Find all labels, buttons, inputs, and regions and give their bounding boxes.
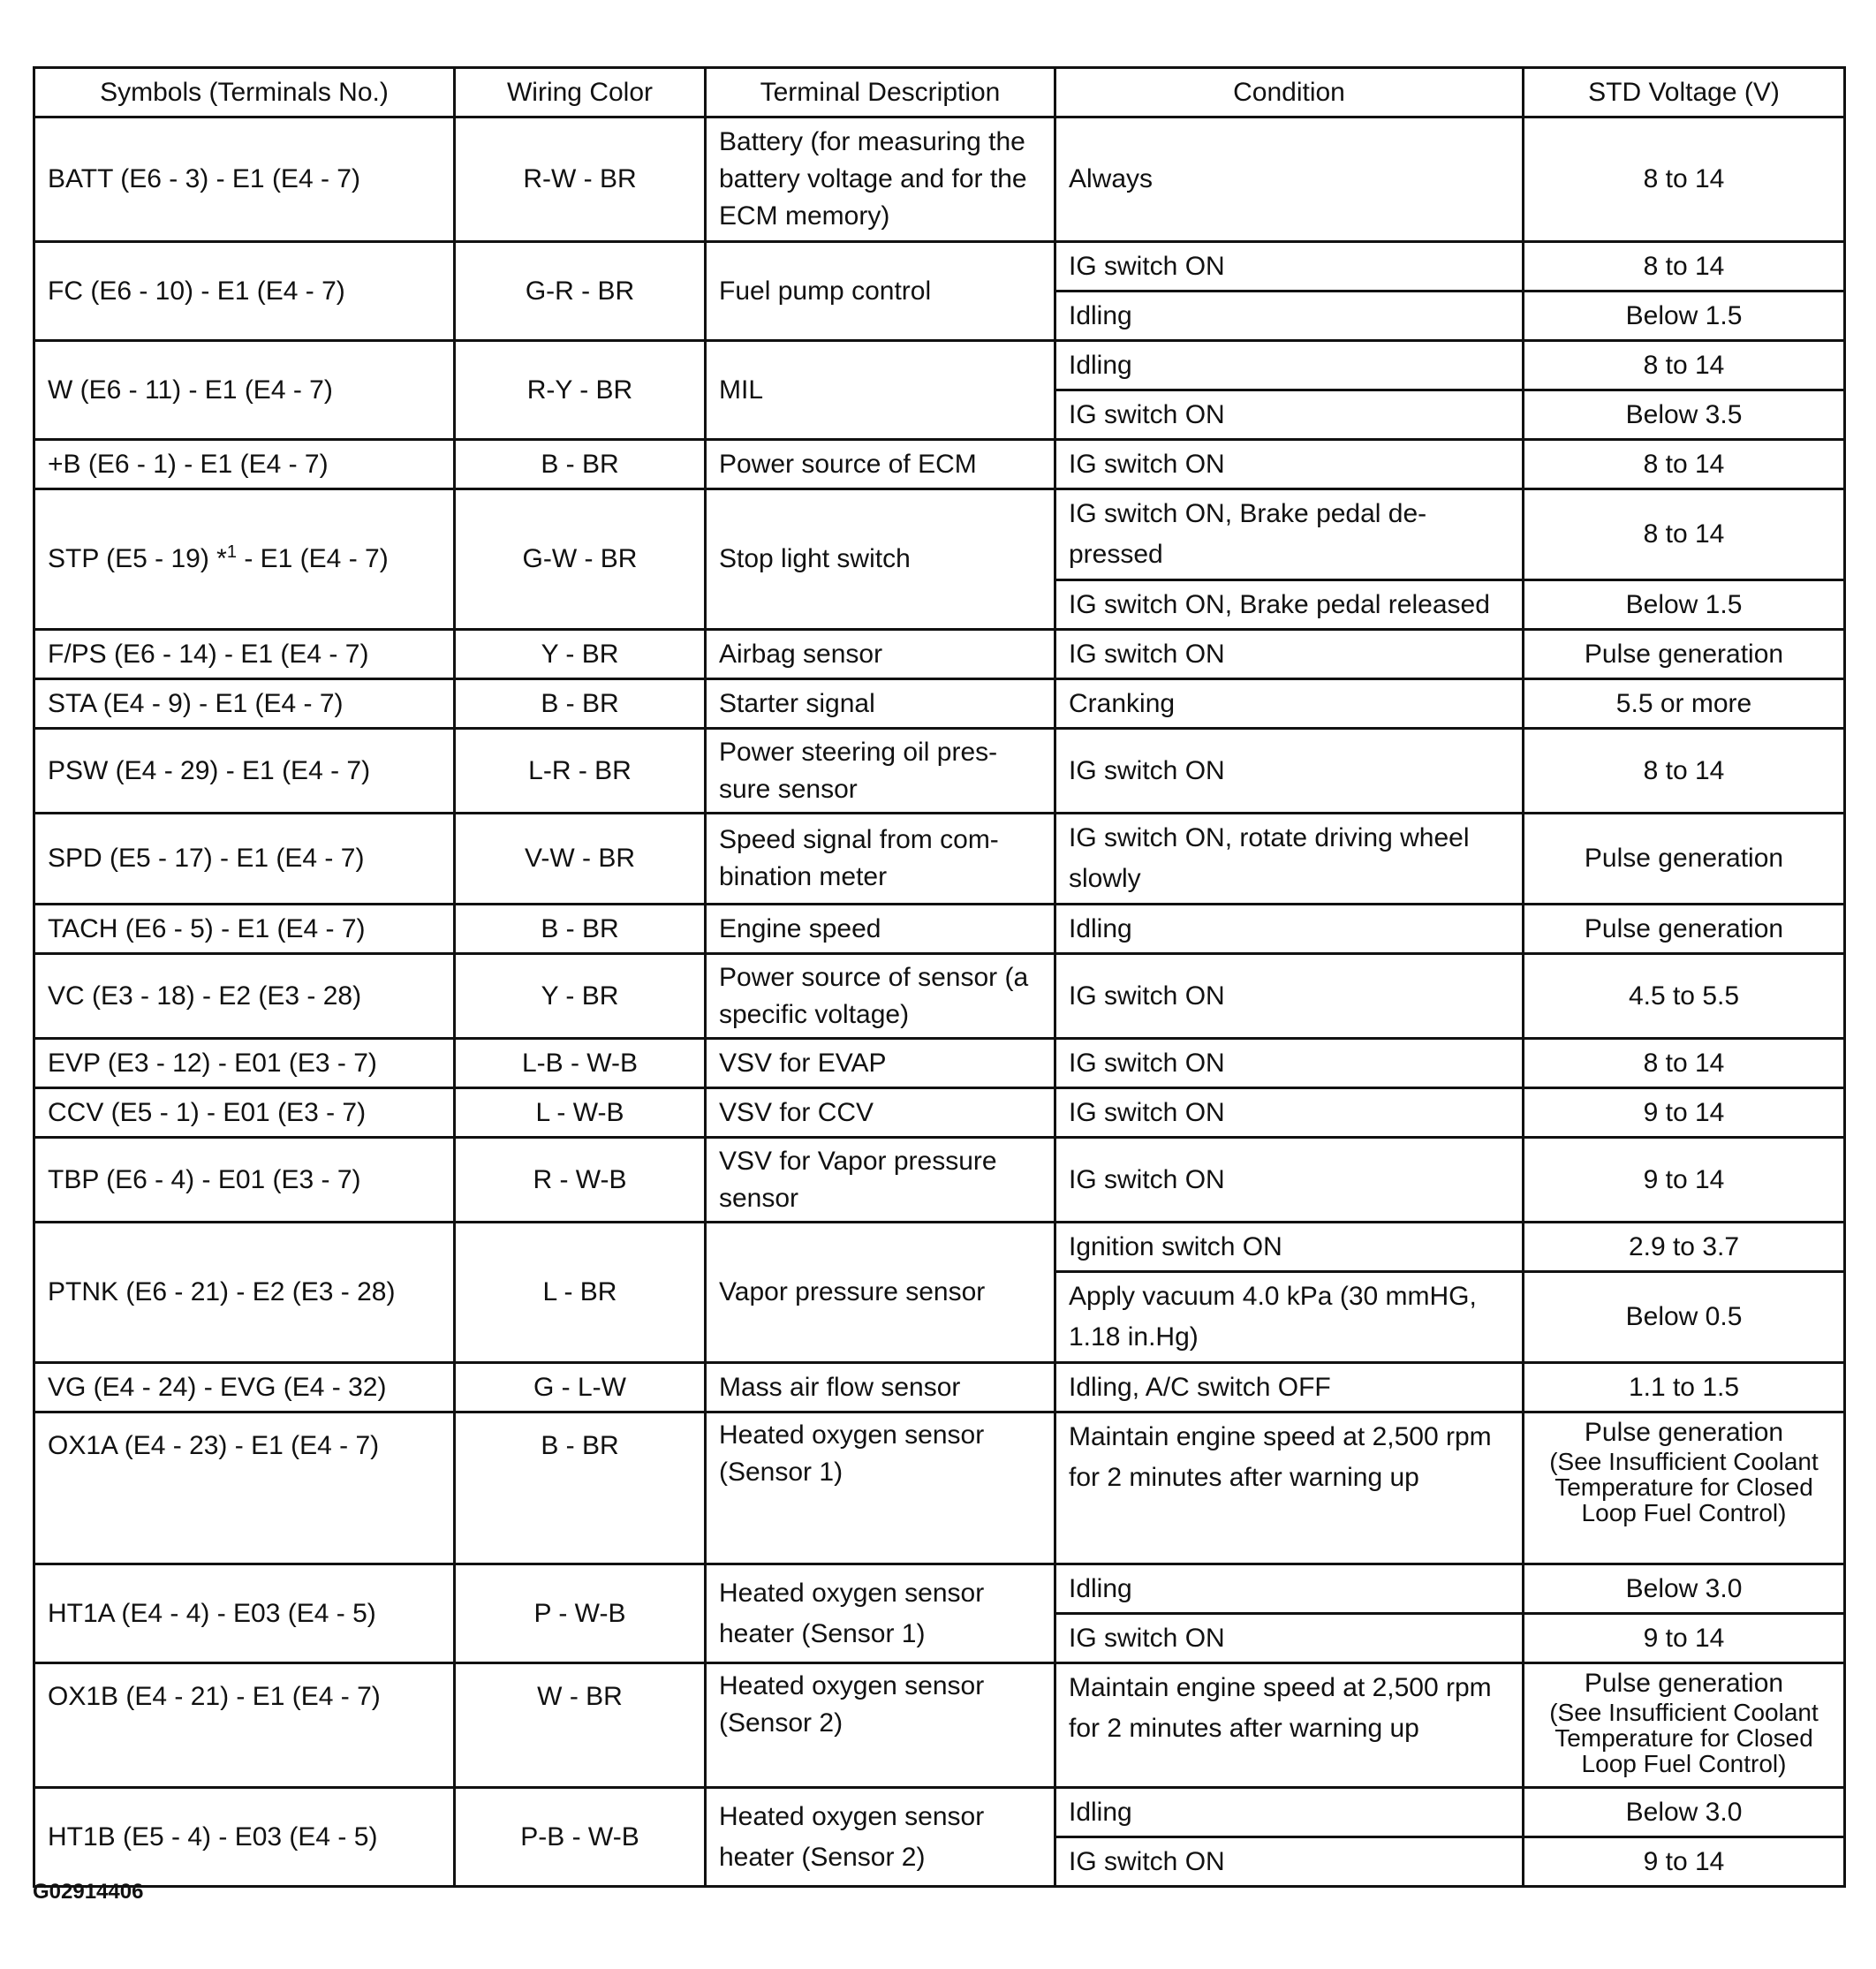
- description-cell: Fuel pump control: [706, 242, 1055, 341]
- condition-cell: IG switch ON, Brake pedal de-pressed: [1055, 489, 1524, 580]
- wiring-cell: L - BR: [455, 1223, 706, 1363]
- symbol-cell: VC (E3 - 18) - E2 (E3 - 28): [34, 954, 455, 1039]
- table-row: [34, 954, 1845, 1039]
- symbol-cell: TBP (E6 - 4) - E01 (E3 - 7): [34, 1138, 455, 1223]
- condition-cell: Idling, A/C switch OFF: [1055, 1363, 1524, 1412]
- description-cell: Battery (for measuring the battery voltage and for the ECM memory): [706, 117, 1055, 242]
- voltage-cell: Below 1.5: [1524, 292, 1845, 341]
- description-cell: Airbag sensor: [706, 630, 1055, 679]
- condition-cell: Cranking: [1055, 679, 1524, 729]
- condition-cell: Idling: [1055, 905, 1524, 954]
- voltage-cell: 2.9 to 3.7: [1524, 1223, 1845, 1272]
- condition-cell: IG switch ON, rotate driving wheel slowly: [1055, 814, 1524, 905]
- condition-cell: IG switch ON: [1055, 390, 1524, 440]
- symbol-text-end: - E1 (E4 - 7): [236, 544, 389, 573]
- wiring-cell: R-Y - BR: [455, 341, 706, 440]
- condition-cell: Idling: [1055, 341, 1524, 390]
- voltage-note: (See Insufficient Coolant Temperature for Closed Loop Fuel Control): [1549, 1448, 1819, 1526]
- condition-cell: IG switch ON: [1055, 1837, 1524, 1887]
- symbol-cell: EVP (E3 - 12) - E01 (E3 - 7): [34, 1039, 455, 1088]
- condition-cell: Idling: [1055, 1788, 1524, 1837]
- symbol-cell: OX1B (E4 - 21) - E1 (E4 - 7): [34, 1663, 455, 1788]
- header-symbols: Symbols (Terminals No.): [34, 68, 455, 117]
- table-row: [34, 242, 1845, 292]
- wiring-cell: L-B - W-B: [455, 1039, 706, 1088]
- description-cell: Heated oxygen sensor (Sensor 1): [706, 1412, 1055, 1564]
- voltage-value: Pulse generation: [1584, 1418, 1784, 1447]
- wiring-cell: W - BR: [455, 1663, 706, 1788]
- table-row: [34, 117, 1845, 242]
- condition-cell: IG switch ON: [1055, 242, 1524, 292]
- table-row: [34, 1663, 1845, 1788]
- voltage-cell: 8 to 14: [1524, 729, 1845, 814]
- description-cell: Speed signal from com-bination meter: [706, 814, 1055, 905]
- symbol-cell: +B (E6 - 1) - E1 (E4 - 7): [34, 440, 455, 489]
- symbol-cell: PTNK (E6 - 21) - E2 (E3 - 28): [34, 1223, 455, 1363]
- header-condition: Condition: [1055, 68, 1524, 117]
- wiring-cell: L - W-B: [455, 1088, 706, 1138]
- condition-cell: Ignition switch ON: [1055, 1223, 1524, 1272]
- voltage-cell: 8 to 14: [1524, 440, 1845, 489]
- wiring-cell: Y - BR: [455, 630, 706, 679]
- wiring-cell: G-R - BR: [455, 242, 706, 341]
- description-cell: Starter signal: [706, 679, 1055, 729]
- table-row: [34, 489, 1845, 580]
- symbol-cell: CCV (E5 - 1) - E01 (E3 - 7): [34, 1088, 455, 1138]
- voltage-cell: 8 to 14: [1524, 341, 1845, 390]
- header-row: [34, 68, 1845, 117]
- voltage-cell: 1.1 to 1.5: [1524, 1363, 1845, 1412]
- description-cell: Heated oxygen sensor (Sensor 2): [706, 1663, 1055, 1788]
- wiring-cell: V-W - BR: [455, 814, 706, 905]
- condition-cell: Idling: [1055, 1564, 1524, 1614]
- wiring-cell: P-B - W-B: [455, 1788, 706, 1887]
- voltage-note: (See Insufficient Coolant Temperature for Closed Loop Fuel Control): [1549, 1699, 1819, 1777]
- voltage-cell: Below 3.0: [1524, 1788, 1845, 1837]
- wiring-cell: L-R - BR: [455, 729, 706, 814]
- condition-cell: IG switch ON: [1055, 729, 1524, 814]
- symbol-cell: F/PS (E6 - 14) - E1 (E4 - 7): [34, 630, 455, 679]
- wiring-cell: G-W - BR: [455, 489, 706, 630]
- wiring-cell: B - BR: [455, 440, 706, 489]
- condition-cell: Maintain engine speed at 2,500 rpm for 2 minutes after warning up: [1055, 1663, 1524, 1788]
- description-cell: Mass air flow sensor: [706, 1363, 1055, 1412]
- description-cell: Power source of ECM: [706, 440, 1055, 489]
- table-row: [34, 1088, 1845, 1138]
- header-terminal-description: Terminal Description: [706, 68, 1055, 117]
- symbol-cell: HT1A (E4 - 4) - E03 (E4 - 5): [34, 1564, 455, 1663]
- table-row: [34, 1363, 1845, 1412]
- symbol-cell: W (E6 - 11) - E1 (E4 - 7): [34, 341, 455, 440]
- voltage-cell: Below 1.5: [1524, 580, 1845, 630]
- wiring-cell: G - L-W: [455, 1363, 706, 1412]
- symbol-cell: [34, 489, 455, 630]
- symbol-cell: BATT (E6 - 3) - E1 (E4 - 7): [34, 117, 455, 242]
- symbol-cell: SPD (E5 - 17) - E1 (E4 - 7): [34, 814, 455, 905]
- voltage-cell: 8 to 14: [1524, 117, 1845, 242]
- symbol-cell: STA (E4 - 9) - E1 (E4 - 7): [34, 679, 455, 729]
- header-wiring-color: Wiring Color: [455, 68, 706, 117]
- symbol-cell: TACH (E6 - 5) - E1 (E4 - 7): [34, 905, 455, 954]
- symbol-cell: OX1A (E4 - 23) - E1 (E4 - 7): [34, 1412, 455, 1564]
- description-cell: Engine speed: [706, 905, 1055, 954]
- description-cell: Vapor pressure sensor: [706, 1223, 1055, 1363]
- description-cell: Stop light switch: [706, 489, 1055, 630]
- description-cell: VSV for CCV: [706, 1088, 1055, 1138]
- condition-cell: Maintain engine speed at 2,500 rpm for 2 minutes after warning up: [1055, 1412, 1524, 1564]
- voltage-cell: [1524, 1412, 1845, 1564]
- wiring-cell: B - BR: [455, 1412, 706, 1564]
- table-row: [34, 440, 1845, 489]
- voltage-cell: Below 3.0: [1524, 1564, 1845, 1614]
- condition-cell: IG switch ON: [1055, 1039, 1524, 1088]
- voltage-cell: 9 to 14: [1524, 1138, 1845, 1223]
- voltage-cell: 8 to 14: [1524, 242, 1845, 292]
- description-cell: VSV for EVAP: [706, 1039, 1055, 1088]
- wiring-cell: B - BR: [455, 905, 706, 954]
- table-row: [34, 1138, 1845, 1223]
- voltage-cell: 9 to 14: [1524, 1614, 1845, 1663]
- voltage-cell: Below 0.5: [1524, 1272, 1845, 1363]
- voltage-cell: 8 to 14: [1524, 489, 1845, 580]
- table-row: [34, 630, 1845, 679]
- symbol-cell: VG (E4 - 24) - EVG (E4 - 32): [34, 1363, 455, 1412]
- table-row: [34, 814, 1845, 905]
- table-row: [34, 905, 1845, 954]
- wiring-cell: B - BR: [455, 679, 706, 729]
- wiring-cell: P - W-B: [455, 1564, 706, 1663]
- table-row: [34, 729, 1845, 814]
- condition-cell: IG switch ON: [1055, 1614, 1524, 1663]
- voltage-cell: 9 to 14: [1524, 1837, 1845, 1887]
- table-row: [34, 1039, 1845, 1088]
- condition-cell: IG switch ON: [1055, 630, 1524, 679]
- symbol-cell: FC (E6 - 10) - E1 (E4 - 7): [34, 242, 455, 341]
- table-row: [34, 1788, 1845, 1837]
- table-row: [34, 1564, 1845, 1614]
- table-row: [34, 1412, 1845, 1564]
- condition-cell: IG switch ON: [1055, 954, 1524, 1039]
- table-row: [34, 341, 1845, 390]
- voltage-cell: Below 3.5: [1524, 390, 1845, 440]
- ecm-terminal-table: [33, 66, 1846, 1888]
- wiring-cell: R-W - BR: [455, 117, 706, 242]
- header-std-voltage: STD Voltage (V): [1524, 68, 1845, 117]
- voltage-cell: 8 to 14: [1524, 1039, 1845, 1088]
- footnote-marker: 1: [226, 542, 237, 562]
- description-cell: Heated oxygen sensor heater (Sensor 2): [706, 1788, 1055, 1887]
- voltage-cell: Pulse generation: [1524, 630, 1845, 679]
- description-cell: Power steering oil pres-sure sensor: [706, 729, 1055, 814]
- description-cell: VSV for Vapor pressure sensor: [706, 1138, 1055, 1223]
- condition-cell: IG switch ON, Brake pedal released: [1055, 580, 1524, 630]
- condition-cell: IG switch ON: [1055, 440, 1524, 489]
- table-row: [34, 1223, 1845, 1272]
- voltage-cell: Pulse generation: [1524, 905, 1845, 954]
- description-cell: Heated oxygen sensor heater (Sensor 1): [706, 1564, 1055, 1663]
- wiring-cell: R - W-B: [455, 1138, 706, 1223]
- condition-cell: Always: [1055, 117, 1524, 242]
- voltage-cell: 4.5 to 5.5: [1524, 954, 1845, 1039]
- symbol-cell: HT1B (E5 - 4) - E03 (E4 - 5): [34, 1788, 455, 1887]
- condition-cell: IG switch ON: [1055, 1138, 1524, 1223]
- wiring-cell: Y - BR: [455, 954, 706, 1039]
- voltage-cell: 9 to 14: [1524, 1088, 1845, 1138]
- voltage-value: Pulse generation: [1584, 1669, 1784, 1698]
- condition-cell: Apply vacuum 4.0 kPa (30 mmHG, 1.18 in.Hg): [1055, 1272, 1524, 1363]
- condition-cell: IG switch ON: [1055, 1088, 1524, 1138]
- description-cell: Power source of sensor (a specific voltage): [706, 954, 1055, 1039]
- voltage-cell: Pulse generation: [1524, 814, 1845, 905]
- table-row: [34, 679, 1845, 729]
- figure-code: G02914406: [33, 1880, 144, 1904]
- description-cell: MIL: [706, 341, 1055, 440]
- condition-cell: Idling: [1055, 292, 1524, 341]
- symbol-text: STP (E5 - 19) *: [48, 544, 227, 573]
- voltage-cell: 5.5 or more: [1524, 679, 1845, 729]
- symbol-cell: PSW (E4 - 29) - E1 (E4 - 7): [34, 729, 455, 814]
- voltage-cell: [1524, 1663, 1845, 1788]
